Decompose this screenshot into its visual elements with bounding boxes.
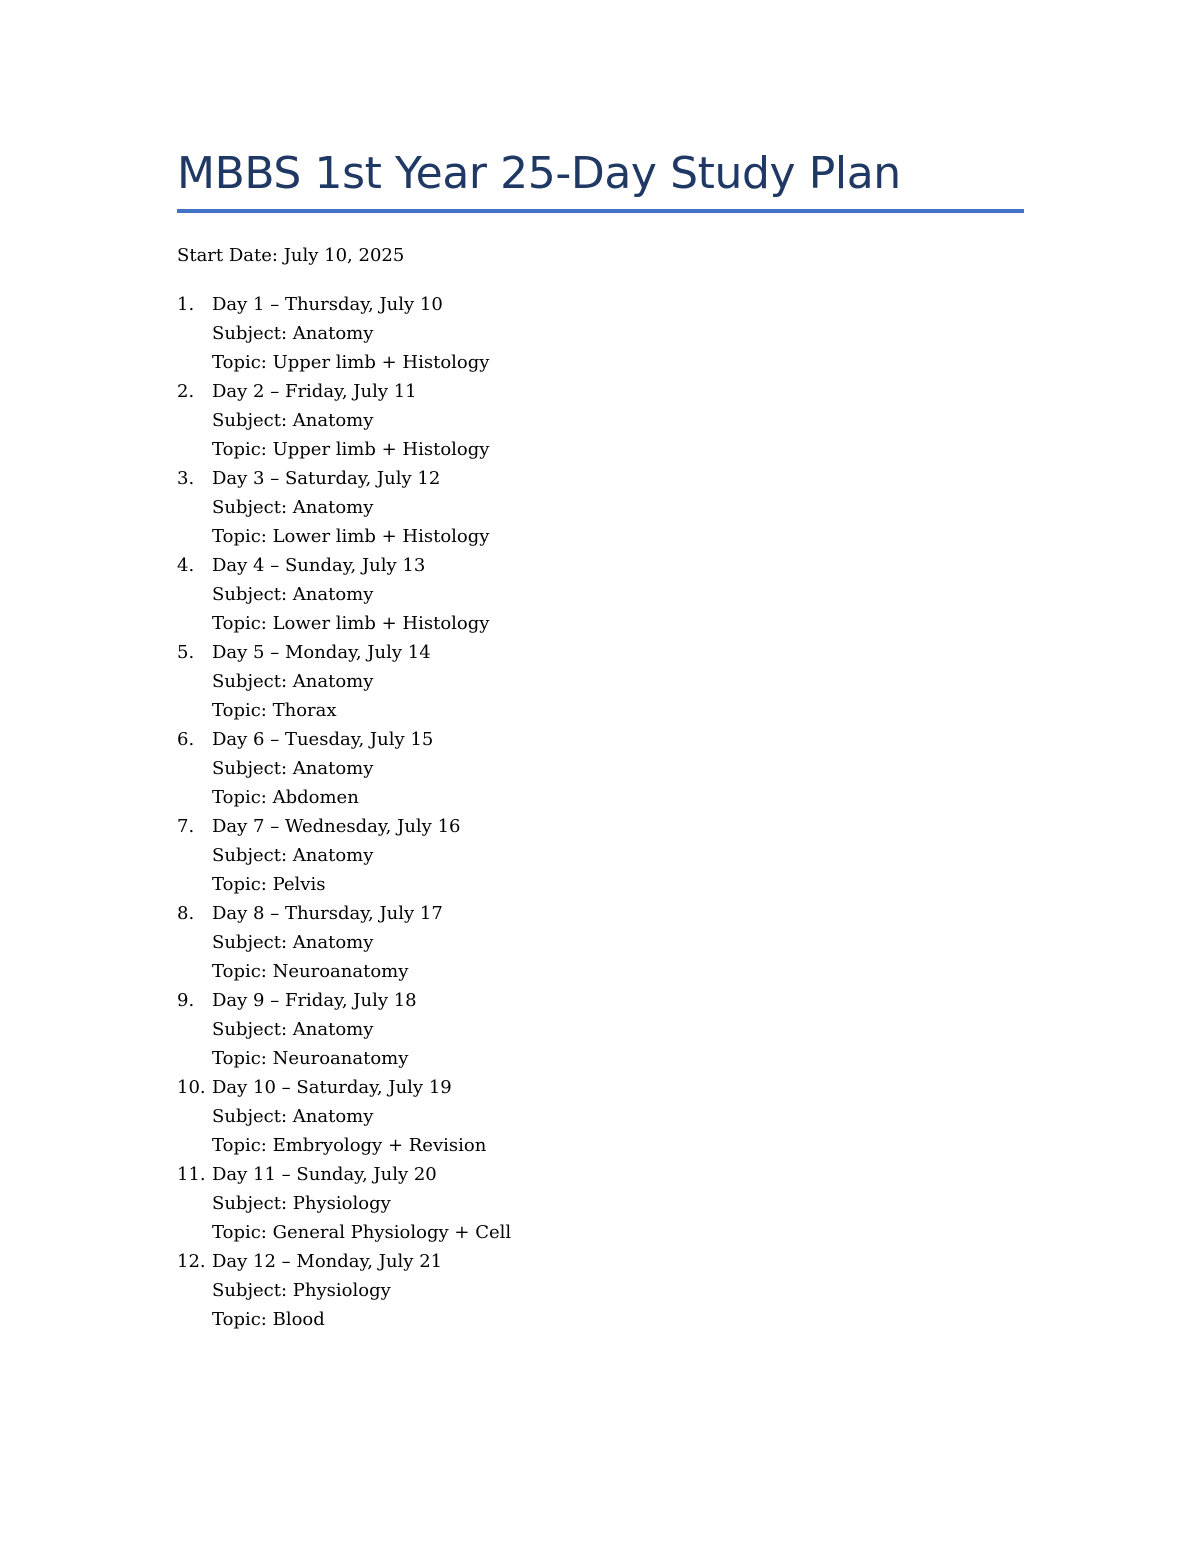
list-item [177,638,997,725]
list-number: 5. [177,642,195,663]
list-item [177,551,997,638]
list-number: 12. [177,1251,206,1272]
day-topic: Topic: Lower limb + Histology [212,613,490,634]
list-item [177,1247,997,1334]
day-heading: Day 9 – Friday, July 18 [212,990,417,1011]
list-number: 1. [177,294,195,315]
day-subject: Subject: Anatomy [212,1019,374,1040]
list-item [177,1160,997,1247]
day-heading: Day 3 – Saturday, July 12 [212,468,441,489]
day-topic: Topic: Embryology + Revision [212,1135,487,1156]
list-number: 9. [177,990,195,1011]
day-subject: Subject: Anatomy [212,410,374,431]
study-plan-list [177,290,997,1334]
list-item [177,986,997,1073]
document-title: MBBS 1st Year 25-Day Study Plan [177,148,901,199]
day-subject: Subject: Anatomy [212,497,374,518]
day-heading: Day 6 – Tuesday, July 15 [212,729,434,750]
day-subject: Subject: Anatomy [212,584,374,605]
list-number: 4. [177,555,195,576]
day-heading: Day 7 – Wednesday, July 16 [212,816,461,837]
day-heading: Day 4 – Sunday, July 13 [212,555,426,576]
day-heading: Day 2 – Friday, July 11 [212,381,417,402]
day-heading: Day 12 – Monday, July 21 [212,1251,443,1272]
day-heading: Day 5 – Monday, July 14 [212,642,431,663]
day-topic: Topic: General Physiology + Cell [212,1222,512,1243]
day-heading: Day 10 – Saturday, July 19 [212,1077,452,1098]
list-number: 2. [177,381,195,402]
list-number: 6. [177,729,195,750]
day-topic: Topic: Thorax [212,700,337,721]
day-topic: Topic: Upper limb + Histology [212,352,490,373]
day-topic: Topic: Pelvis [212,874,326,895]
day-topic: Topic: Abdomen [212,787,359,808]
day-topic: Topic: Neuroanatomy [212,961,409,982]
list-item [177,290,997,377]
list-item [177,812,997,899]
list-number: 7. [177,816,195,837]
day-heading: Day 1 – Thursday, July 10 [212,294,443,315]
day-subject: Subject: Anatomy [212,671,374,692]
day-subject: Subject: Physiology [212,1193,391,1214]
list-item [177,1073,997,1160]
day-subject: Subject: Anatomy [212,932,374,953]
day-heading: Day 8 – Thursday, July 17 [212,903,443,924]
day-topic: Topic: Upper limb + Histology [212,439,490,460]
list-number: 11. [177,1164,206,1185]
list-item [177,464,997,551]
day-topic: Topic: Lower limb + Histology [212,526,490,547]
list-item [177,899,997,986]
list-number: 10. [177,1077,206,1098]
day-topic: Topic: Neuroanatomy [212,1048,409,1069]
day-subject: Subject: Anatomy [212,1106,374,1127]
list-item [177,377,997,464]
title-underline [177,209,1024,213]
day-subject: Subject: Anatomy [212,758,374,779]
day-subject: Subject: Anatomy [212,845,374,866]
list-number: 8. [177,903,195,924]
day-subject: Subject: Physiology [212,1280,391,1301]
day-topic: Topic: Blood [212,1309,325,1330]
start-date-line: Start Date: July 10, 2025 [177,245,405,266]
list-item [177,725,997,812]
list-number: 3. [177,468,195,489]
day-subject: Subject: Anatomy [212,323,374,344]
day-heading: Day 11 – Sunday, July 20 [212,1164,437,1185]
